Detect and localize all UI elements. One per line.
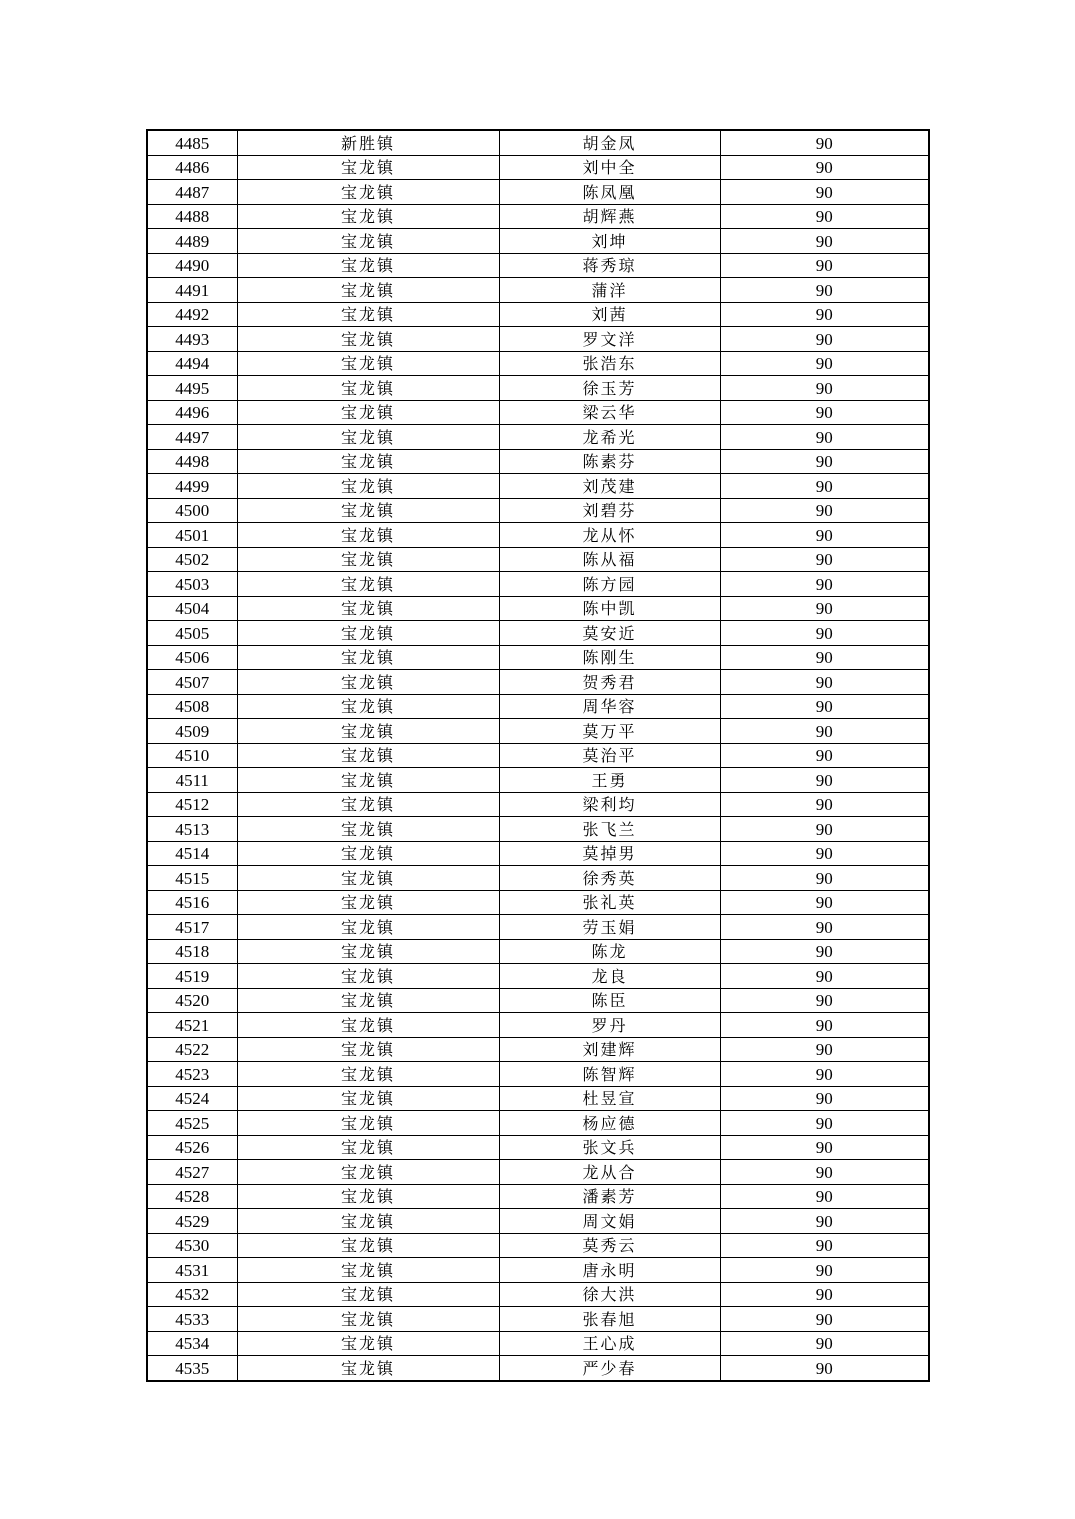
row-number-cell: 4512 bbox=[147, 792, 237, 817]
row-number-cell: 4508 bbox=[147, 694, 237, 719]
row-number-cell: 4495 bbox=[147, 376, 237, 401]
score-cell: 90 bbox=[720, 130, 929, 155]
table-row bbox=[147, 1356, 929, 1381]
person-name-cell: 潘素芳 bbox=[499, 1184, 720, 1209]
table-row bbox=[147, 229, 929, 254]
table-row bbox=[147, 890, 929, 915]
score-cell: 90 bbox=[720, 1086, 929, 1111]
row-number-cell: 4519 bbox=[147, 964, 237, 989]
person-name-cell: 陈从福 bbox=[499, 547, 720, 572]
town-cell: 宝龙镇 bbox=[237, 572, 499, 597]
row-number-cell: 4517 bbox=[147, 915, 237, 940]
town-cell: 宝龙镇 bbox=[237, 915, 499, 940]
person-name-cell: 莫治平 bbox=[499, 743, 720, 768]
score-cell: 90 bbox=[720, 155, 929, 180]
person-name-cell: 周华容 bbox=[499, 694, 720, 719]
score-cell: 90 bbox=[720, 449, 929, 474]
person-name-cell: 徐玉芳 bbox=[499, 376, 720, 401]
table-row bbox=[147, 1258, 929, 1283]
person-name-cell: 罗文洋 bbox=[499, 327, 720, 352]
score-cell: 90 bbox=[720, 768, 929, 793]
town-cell: 宝龙镇 bbox=[237, 1356, 499, 1381]
town-cell: 宝龙镇 bbox=[237, 155, 499, 180]
person-name-cell: 王勇 bbox=[499, 768, 720, 793]
row-number-cell: 4498 bbox=[147, 449, 237, 474]
town-cell: 宝龙镇 bbox=[237, 719, 499, 744]
row-number-cell: 4511 bbox=[147, 768, 237, 793]
town-cell: 宝龙镇 bbox=[237, 1135, 499, 1160]
row-number-cell: 4493 bbox=[147, 327, 237, 352]
table-row bbox=[147, 841, 929, 866]
table-row bbox=[147, 1282, 929, 1307]
score-cell: 90 bbox=[720, 327, 929, 352]
row-number-cell: 4489 bbox=[147, 229, 237, 254]
town-cell: 宝龙镇 bbox=[237, 1258, 499, 1283]
table-row bbox=[147, 939, 929, 964]
town-cell: 宝龙镇 bbox=[237, 351, 499, 376]
score-cell: 90 bbox=[720, 866, 929, 891]
score-cell: 90 bbox=[720, 204, 929, 229]
row-number-cell: 4532 bbox=[147, 1282, 237, 1307]
town-cell: 宝龙镇 bbox=[237, 1233, 499, 1258]
score-cell: 90 bbox=[720, 523, 929, 548]
person-name-cell: 徐秀英 bbox=[499, 866, 720, 891]
town-cell: 宝龙镇 bbox=[237, 253, 499, 278]
person-name-cell: 刘中全 bbox=[499, 155, 720, 180]
town-cell: 宝龙镇 bbox=[237, 1331, 499, 1356]
town-cell: 宝龙镇 bbox=[237, 1209, 499, 1234]
score-cell: 90 bbox=[720, 988, 929, 1013]
person-name-cell: 陈方园 bbox=[499, 572, 720, 597]
score-cell: 90 bbox=[720, 792, 929, 817]
table-row bbox=[147, 327, 929, 352]
table-row bbox=[147, 302, 929, 327]
person-name-cell: 陈素芬 bbox=[499, 449, 720, 474]
town-cell: 宝龙镇 bbox=[237, 743, 499, 768]
table-row bbox=[147, 376, 929, 401]
town-cell: 宝龙镇 bbox=[237, 302, 499, 327]
person-name-cell: 莫安近 bbox=[499, 621, 720, 646]
row-number-cell: 4506 bbox=[147, 645, 237, 670]
table-row bbox=[147, 988, 929, 1013]
table-row bbox=[147, 743, 929, 768]
score-cell: 90 bbox=[720, 1184, 929, 1209]
score-cell: 90 bbox=[720, 1037, 929, 1062]
score-cell: 90 bbox=[720, 180, 929, 205]
town-cell: 宝龙镇 bbox=[237, 841, 499, 866]
row-number-cell: 4494 bbox=[147, 351, 237, 376]
row-number-cell: 4527 bbox=[147, 1160, 237, 1185]
roster-table bbox=[146, 129, 930, 1382]
person-name-cell: 龙希光 bbox=[499, 425, 720, 450]
town-cell: 宝龙镇 bbox=[237, 596, 499, 621]
person-name-cell: 莫掉男 bbox=[499, 841, 720, 866]
table-row bbox=[147, 547, 929, 572]
town-cell: 宝龙镇 bbox=[237, 523, 499, 548]
table-row bbox=[147, 278, 929, 303]
person-name-cell: 梁利均 bbox=[499, 792, 720, 817]
row-number-cell: 4487 bbox=[147, 180, 237, 205]
person-name-cell: 张文兵 bbox=[499, 1135, 720, 1160]
town-cell: 宝龙镇 bbox=[237, 498, 499, 523]
table-row bbox=[147, 253, 929, 278]
town-cell: 宝龙镇 bbox=[237, 1282, 499, 1307]
town-cell: 宝龙镇 bbox=[237, 890, 499, 915]
table-row bbox=[147, 1209, 929, 1234]
person-name-cell: 陈臣 bbox=[499, 988, 720, 1013]
person-name-cell: 陈龙 bbox=[499, 939, 720, 964]
person-name-cell: 陈刚生 bbox=[499, 645, 720, 670]
town-cell: 宝龙镇 bbox=[237, 278, 499, 303]
table-row bbox=[147, 572, 929, 597]
score-cell: 90 bbox=[720, 719, 929, 744]
score-cell: 90 bbox=[720, 572, 929, 597]
town-cell: 宝龙镇 bbox=[237, 1307, 499, 1332]
score-cell: 90 bbox=[720, 253, 929, 278]
row-number-cell: 4497 bbox=[147, 425, 237, 450]
score-cell: 90 bbox=[720, 351, 929, 376]
score-cell: 90 bbox=[720, 425, 929, 450]
row-number-cell: 4535 bbox=[147, 1356, 237, 1381]
score-cell: 90 bbox=[720, 939, 929, 964]
score-cell: 90 bbox=[720, 1160, 929, 1185]
table-row bbox=[147, 1086, 929, 1111]
row-number-cell: 4523 bbox=[147, 1062, 237, 1087]
table-row bbox=[147, 645, 929, 670]
row-number-cell: 4501 bbox=[147, 523, 237, 548]
table-row bbox=[147, 670, 929, 695]
person-name-cell: 刘建辉 bbox=[499, 1037, 720, 1062]
town-cell: 宝龙镇 bbox=[237, 180, 499, 205]
row-number-cell: 4504 bbox=[147, 596, 237, 621]
score-cell: 90 bbox=[720, 1282, 929, 1307]
person-name-cell: 杜昱宣 bbox=[499, 1086, 720, 1111]
person-name-cell: 梁云华 bbox=[499, 400, 720, 425]
row-number-cell: 4522 bbox=[147, 1037, 237, 1062]
score-cell: 90 bbox=[720, 1258, 929, 1283]
person-name-cell: 龙从合 bbox=[499, 1160, 720, 1185]
table-row bbox=[147, 915, 929, 940]
row-number-cell: 4502 bbox=[147, 547, 237, 572]
score-cell: 90 bbox=[720, 1135, 929, 1160]
person-name-cell: 劳玉娟 bbox=[499, 915, 720, 940]
table-row bbox=[147, 1062, 929, 1087]
score-cell: 90 bbox=[720, 890, 929, 915]
town-cell: 宝龙镇 bbox=[237, 1111, 499, 1136]
row-number-cell: 4485 bbox=[147, 130, 237, 155]
town-cell: 宝龙镇 bbox=[237, 939, 499, 964]
row-number-cell: 4500 bbox=[147, 498, 237, 523]
score-cell: 90 bbox=[720, 964, 929, 989]
person-name-cell: 罗丹 bbox=[499, 1013, 720, 1038]
person-name-cell: 莫万平 bbox=[499, 719, 720, 744]
score-cell: 90 bbox=[720, 376, 929, 401]
town-cell: 宝龙镇 bbox=[237, 670, 499, 695]
table-row bbox=[147, 719, 929, 744]
town-cell: 宝龙镇 bbox=[237, 694, 499, 719]
row-number-cell: 4528 bbox=[147, 1184, 237, 1209]
person-name-cell: 杨应德 bbox=[499, 1111, 720, 1136]
row-number-cell: 4492 bbox=[147, 302, 237, 327]
row-number-cell: 4491 bbox=[147, 278, 237, 303]
score-cell: 90 bbox=[720, 547, 929, 572]
table-row bbox=[147, 1331, 929, 1356]
score-cell: 90 bbox=[720, 229, 929, 254]
row-number-cell: 4534 bbox=[147, 1331, 237, 1356]
score-cell: 90 bbox=[720, 498, 929, 523]
town-cell: 宝龙镇 bbox=[237, 376, 499, 401]
table-row bbox=[147, 768, 929, 793]
score-cell: 90 bbox=[720, 278, 929, 303]
score-cell: 90 bbox=[720, 817, 929, 842]
person-name-cell: 胡辉燕 bbox=[499, 204, 720, 229]
row-number-cell: 4490 bbox=[147, 253, 237, 278]
score-cell: 90 bbox=[720, 915, 929, 940]
score-cell: 90 bbox=[720, 1209, 929, 1234]
person-name-cell: 蒋秀琼 bbox=[499, 253, 720, 278]
town-cell: 宝龙镇 bbox=[237, 400, 499, 425]
town-cell: 宝龙镇 bbox=[237, 817, 499, 842]
table-row bbox=[147, 964, 929, 989]
table-row bbox=[147, 1307, 929, 1332]
town-cell: 宝龙镇 bbox=[237, 964, 499, 989]
town-cell: 宝龙镇 bbox=[237, 621, 499, 646]
row-number-cell: 4486 bbox=[147, 155, 237, 180]
table-row bbox=[147, 523, 929, 548]
table-row bbox=[147, 474, 929, 499]
row-number-cell: 4488 bbox=[147, 204, 237, 229]
person-name-cell: 刘茜 bbox=[499, 302, 720, 327]
table-row bbox=[147, 130, 929, 155]
score-cell: 90 bbox=[720, 1233, 929, 1258]
person-name-cell: 周文娟 bbox=[499, 1209, 720, 1234]
table-row bbox=[147, 449, 929, 474]
score-cell: 90 bbox=[720, 1307, 929, 1332]
row-number-cell: 4521 bbox=[147, 1013, 237, 1038]
row-number-cell: 4496 bbox=[147, 400, 237, 425]
town-cell: 宝龙镇 bbox=[237, 229, 499, 254]
roster-table-body bbox=[147, 130, 929, 1381]
town-cell: 宝龙镇 bbox=[237, 768, 499, 793]
score-cell: 90 bbox=[720, 645, 929, 670]
row-number-cell: 4525 bbox=[147, 1111, 237, 1136]
table-row bbox=[147, 180, 929, 205]
row-number-cell: 4505 bbox=[147, 621, 237, 646]
town-cell: 宝龙镇 bbox=[237, 792, 499, 817]
town-cell: 宝龙镇 bbox=[237, 645, 499, 670]
table-row bbox=[147, 498, 929, 523]
town-cell: 宝龙镇 bbox=[237, 1086, 499, 1111]
town-cell: 宝龙镇 bbox=[237, 327, 499, 352]
table-row bbox=[147, 1037, 929, 1062]
score-cell: 90 bbox=[720, 694, 929, 719]
row-number-cell: 4509 bbox=[147, 719, 237, 744]
person-name-cell: 唐永明 bbox=[499, 1258, 720, 1283]
table-row bbox=[147, 351, 929, 376]
table-row bbox=[147, 792, 929, 817]
score-cell: 90 bbox=[720, 1013, 929, 1038]
row-number-cell: 4503 bbox=[147, 572, 237, 597]
row-number-cell: 4507 bbox=[147, 670, 237, 695]
person-name-cell: 莫秀云 bbox=[499, 1233, 720, 1258]
town-cell: 宝龙镇 bbox=[237, 866, 499, 891]
person-name-cell: 刘碧芬 bbox=[499, 498, 720, 523]
table-row bbox=[147, 1013, 929, 1038]
town-cell: 宝龙镇 bbox=[237, 204, 499, 229]
score-cell: 90 bbox=[720, 1331, 929, 1356]
town-cell: 宝龙镇 bbox=[237, 474, 499, 499]
person-name-cell: 徐大洪 bbox=[499, 1282, 720, 1307]
person-name-cell: 刘茂建 bbox=[499, 474, 720, 499]
town-cell: 新胜镇 bbox=[237, 130, 499, 155]
score-cell: 90 bbox=[720, 841, 929, 866]
row-number-cell: 4518 bbox=[147, 939, 237, 964]
table-row bbox=[147, 1184, 929, 1209]
person-name-cell: 严少春 bbox=[499, 1356, 720, 1381]
row-number-cell: 4515 bbox=[147, 866, 237, 891]
table-row bbox=[147, 817, 929, 842]
person-name-cell: 龙从怀 bbox=[499, 523, 720, 548]
table-row bbox=[147, 596, 929, 621]
score-cell: 90 bbox=[720, 1356, 929, 1381]
row-number-cell: 4526 bbox=[147, 1135, 237, 1160]
score-cell: 90 bbox=[720, 474, 929, 499]
table-row bbox=[147, 694, 929, 719]
table-row bbox=[147, 204, 929, 229]
person-name-cell: 王心成 bbox=[499, 1331, 720, 1356]
row-number-cell: 4524 bbox=[147, 1086, 237, 1111]
row-number-cell: 4533 bbox=[147, 1307, 237, 1332]
row-number-cell: 4531 bbox=[147, 1258, 237, 1283]
person-name-cell: 刘坤 bbox=[499, 229, 720, 254]
table-row bbox=[147, 621, 929, 646]
score-cell: 90 bbox=[720, 1062, 929, 1087]
score-cell: 90 bbox=[720, 621, 929, 646]
table-row bbox=[147, 425, 929, 450]
table-row bbox=[147, 1111, 929, 1136]
town-cell: 宝龙镇 bbox=[237, 988, 499, 1013]
town-cell: 宝龙镇 bbox=[237, 425, 499, 450]
town-cell: 宝龙镇 bbox=[237, 1184, 499, 1209]
row-number-cell: 4514 bbox=[147, 841, 237, 866]
person-name-cell: 蒲洋 bbox=[499, 278, 720, 303]
score-cell: 90 bbox=[720, 1111, 929, 1136]
person-name-cell: 陈凤凰 bbox=[499, 180, 720, 205]
row-number-cell: 4529 bbox=[147, 1209, 237, 1234]
row-number-cell: 4520 bbox=[147, 988, 237, 1013]
row-number-cell: 4499 bbox=[147, 474, 237, 499]
person-name-cell: 张飞兰 bbox=[499, 817, 720, 842]
table-row bbox=[147, 155, 929, 180]
town-cell: 宝龙镇 bbox=[237, 1062, 499, 1087]
score-cell: 90 bbox=[720, 670, 929, 695]
town-cell: 宝龙镇 bbox=[237, 1037, 499, 1062]
person-name-cell: 陈中凯 bbox=[499, 596, 720, 621]
person-name-cell: 胡金凤 bbox=[499, 130, 720, 155]
person-name-cell: 张礼英 bbox=[499, 890, 720, 915]
score-cell: 90 bbox=[720, 302, 929, 327]
row-number-cell: 4513 bbox=[147, 817, 237, 842]
row-number-cell: 4510 bbox=[147, 743, 237, 768]
town-cell: 宝龙镇 bbox=[237, 547, 499, 572]
table-row bbox=[147, 1135, 929, 1160]
town-cell: 宝龙镇 bbox=[237, 449, 499, 474]
table-row bbox=[147, 1233, 929, 1258]
score-cell: 90 bbox=[720, 400, 929, 425]
row-number-cell: 4516 bbox=[147, 890, 237, 915]
table-row bbox=[147, 866, 929, 891]
table-row bbox=[147, 400, 929, 425]
person-name-cell: 张春旭 bbox=[499, 1307, 720, 1332]
town-cell: 宝龙镇 bbox=[237, 1013, 499, 1038]
table-row bbox=[147, 1160, 929, 1185]
town-cell: 宝龙镇 bbox=[237, 1160, 499, 1185]
score-cell: 90 bbox=[720, 743, 929, 768]
person-name-cell: 贺秀君 bbox=[499, 670, 720, 695]
score-cell: 90 bbox=[720, 596, 929, 621]
person-name-cell: 张浩东 bbox=[499, 351, 720, 376]
row-number-cell: 4530 bbox=[147, 1233, 237, 1258]
person-name-cell: 龙良 bbox=[499, 964, 720, 989]
person-name-cell: 陈智辉 bbox=[499, 1062, 720, 1087]
